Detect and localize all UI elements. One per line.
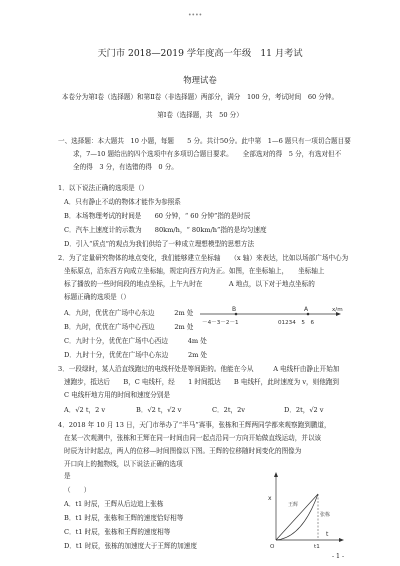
q4-line-1: 4．2018 年 10 月 13 日，天门市举办了“半马”赛事，张栋和王辉两同学都来观察跑到鹏道，	[58, 421, 331, 429]
q4-option-a: A．t1 时辰，王辉从后边追上张栋	[64, 500, 164, 508]
q3-line-2: 速跑步，抵达后 B，C 电线杆，经 1 时间抵达 B 电线杆，此时速度为 v，则他跑到	[64, 378, 340, 386]
subject-title: 物理试卷	[183, 75, 217, 85]
curve-zhangdong	[276, 494, 318, 540]
q2-number-line-figure	[198, 302, 348, 328]
q2-option-a: A．九时，优优在广场中心东边 2m 处	[64, 309, 194, 317]
exam-intro: 本卷分为第Ⅰ卷（选择题）和第Ⅱ卷（非选择题）两部分，满分 100 分，考试时间 60 分钟。	[61, 93, 339, 101]
q1-option-c: C．汽车上速度计的示数为 80km/h，“ 80km/h”指的是均匀速度	[64, 226, 267, 234]
q4-line-4: 开口向上的抛物线，以下说法正确的选项	[64, 460, 183, 468]
top-mark: ••••	[188, 12, 203, 19]
q2-line-4: 标题正确的选项是（）	[64, 293, 130, 301]
q4-option-b: B．t1 时辰，张栋和王辉的速度恰好相等	[64, 514, 184, 522]
q2-line-2: 坐标原点，沿东西方向成立坐标轴，规定向西方向为正。如图，在坐标轴上， 坐标轴上	[64, 267, 325, 275]
q3-line-3: C 电线杆地方用的时间和速度分别是	[64, 391, 171, 399]
page-number: - 1 -	[332, 553, 345, 560]
q1-option-b: B．本场物理考试的时间是 60 分钟，“ 60 分钟”指的是时辰	[64, 212, 251, 220]
q4-option-c: C．t1 时辰，张栋和王辉的速度相等	[64, 528, 171, 536]
q1-option-a: A．只有静止不动的物体才能作为参照系	[64, 198, 181, 206]
q4-answer-blank: （ ）	[64, 486, 91, 494]
graph-y-label: x	[268, 495, 272, 502]
q4-line-2: 在某一次观测中，张栋和王辉在同一时间由同一起点沿同一方向开始做直线运动，并以该	[64, 434, 322, 442]
q3-option-c: C．2t，2v	[212, 406, 245, 414]
section-title: 第Ⅰ卷（选择题，共 50 分）	[157, 111, 243, 119]
q3-option-a: A．√2 t，2 v	[64, 406, 106, 414]
label-b: B	[232, 306, 237, 313]
y-axis-arrow-icon	[274, 472, 278, 477]
exam-title: 天门市 2018—2019 学年度高一年级 11 月考试	[97, 48, 303, 59]
instructions-line-3: 全的得 3 分，有选错的得 0 分。	[73, 163, 178, 171]
right-ticks: 01234 5 6	[278, 320, 315, 326]
graph-origin: O	[270, 544, 275, 550]
axis-label: x/m	[332, 307, 343, 313]
q1-option-d: D．引入“质点”的观点为我们供给了一种成立理想模型的思想方法	[64, 240, 255, 248]
graph-t1-label: t1	[314, 544, 320, 550]
label-a: A	[304, 306, 309, 313]
q4-line-3: 时辰为计时起点，两人的位移—时间图像以下图。王辉的位移随时间变化的图像为	[64, 447, 302, 455]
instructions-line-1: 一、选择题：本大题共 10 小题，每题 5 分。共计50分。此中第 1—6 题只有一项切合题目要	[58, 137, 351, 145]
q4-position-time-graph	[268, 470, 346, 550]
q3-option-b: B．√2 t，√2 v	[136, 406, 182, 414]
x-axis-arrow-icon	[339, 538, 344, 542]
q4-option-d: D．t1 时辰，张栋的加速度大于王辉的加速度	[64, 542, 197, 550]
q2-option-c: C．九时十分，优优在广场中心西边 4m 处	[64, 337, 207, 345]
point-b	[235, 313, 238, 316]
q2-line-3: 标了播放的一些时间段的地点坐标，上午九时在 A 地点，以下对于地点坐标的	[64, 280, 315, 288]
graph-x-label: t	[326, 531, 329, 538]
q3-line-1: 3．一段绿时，某人沿直线跑过的电线杆处是等间距的。他能在今从 A 电线杆由静止开始加	[58, 365, 340, 373]
point-a	[307, 313, 310, 316]
graph-curve-a-label: 王辉	[288, 502, 299, 508]
q2-line-1: 2．为了定量研究物体的地点变化，我们能够建立坐标轴 （x 轴）来表达，比如以场部广场中心为	[58, 254, 349, 262]
q3-option-d: D．2t，√2 v	[284, 406, 324, 414]
q2-option-b: B．九时，优优在广场中心西边 2m 处	[64, 323, 194, 331]
q2-option-d: D．九时十分，优优在广场中心东边 2m 处	[64, 351, 208, 359]
q1-stem: 1．以下说法正确的选项是（）	[58, 184, 148, 192]
instructions-line-2: 求，7—10 题给出的四个选项中有多项切合题目要求。 全部选对的得 5 分，有选对但不	[73, 150, 342, 158]
graph-curve-b-label: 张栋	[320, 512, 331, 518]
q4-line-5: 是	[64, 472, 71, 480]
left-ticks: －4－3－2－1	[202, 320, 239, 326]
